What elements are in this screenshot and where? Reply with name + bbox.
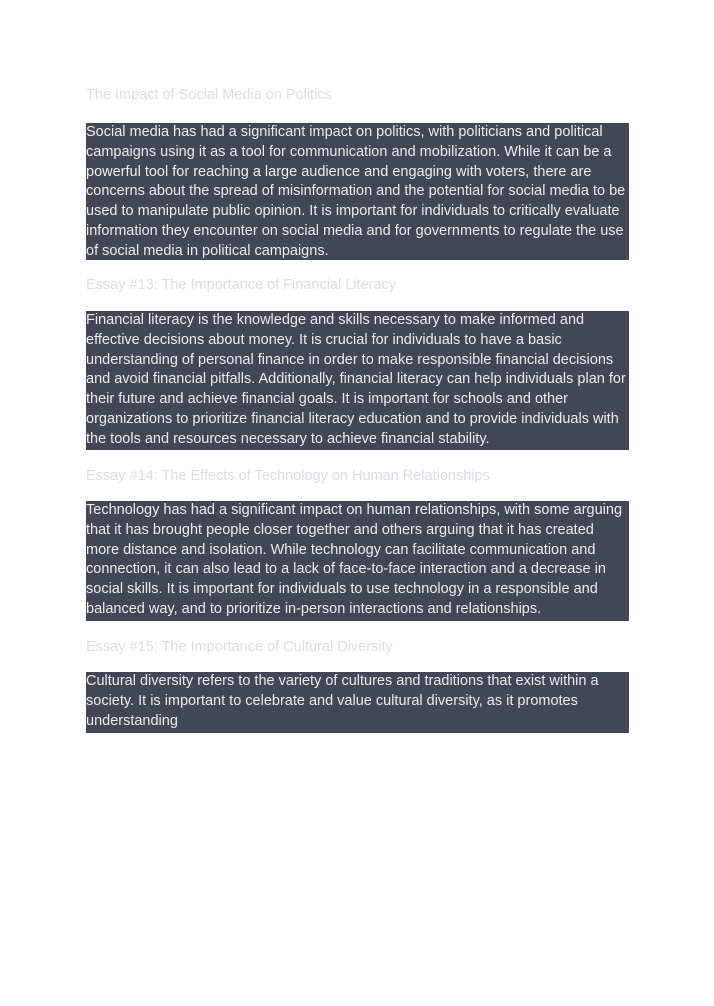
section-body: Cultural diversity refers to the variety of cultures and traditions that exist within a society. It is important to celebrate and value cultural diversity, as it promotes understanding xyxy=(86,672,629,733)
essay-section-cultural-diversity xyxy=(86,637,629,733)
essay-section-social-media xyxy=(86,85,629,260)
section-body: Financial literacy is the knowledge and skills necessary to make informed and effective decisions about money. It is crucial for individuals to have a basic understanding of personal finance in order to make responsible financial decisions and avoid financial pitfalls. Additionally, financial literacy can help individuals plan for their future and achieve financial goals. It is important for schools and other organizations to prioritize financial literacy education and to provide individuals with the tools and resources necessary to achieve financial stability. xyxy=(86,311,629,450)
section-body: Social media has had a significant impact on politics, with politicians and political campaigns using it as a tool for communication and mobilization. While it can be a powerful tool for reaching a large audience and engaging with voters, there are concerns about the spread of misinformation and the potential for social media to be used to manipulate public opinion. It is important for individuals to critically evaluate information they encounter on social media and for governments to regulate the use of social media in political campaigns. xyxy=(86,123,629,260)
essay-section-technology-relationships xyxy=(86,466,629,621)
section-heading: Essay #15: The Importance of Cultural Diversity xyxy=(86,639,393,655)
section-heading: Essay #14: The Effects of Technology on Human Relationships xyxy=(86,468,490,484)
section-heading: The Impact of Social Media on Politics xyxy=(86,87,332,103)
document-content xyxy=(86,85,629,733)
section-body: Technology has had a significant impact on human relationships, with some arguing that it has brought people closer together and others arguing that it has created more distance and isolation. While technology can facilitate communication and connection, it can also lead to a lack of face-to-face interaction and a decrease in social skills. It is important for individuals to use technology in a responsible and balanced way, and to prioritize in-person interactions and relationships. xyxy=(86,501,629,621)
essay-section-financial-literacy xyxy=(86,275,629,450)
section-heading: Essay #13: The Importance of Financial Literacy xyxy=(86,277,397,293)
